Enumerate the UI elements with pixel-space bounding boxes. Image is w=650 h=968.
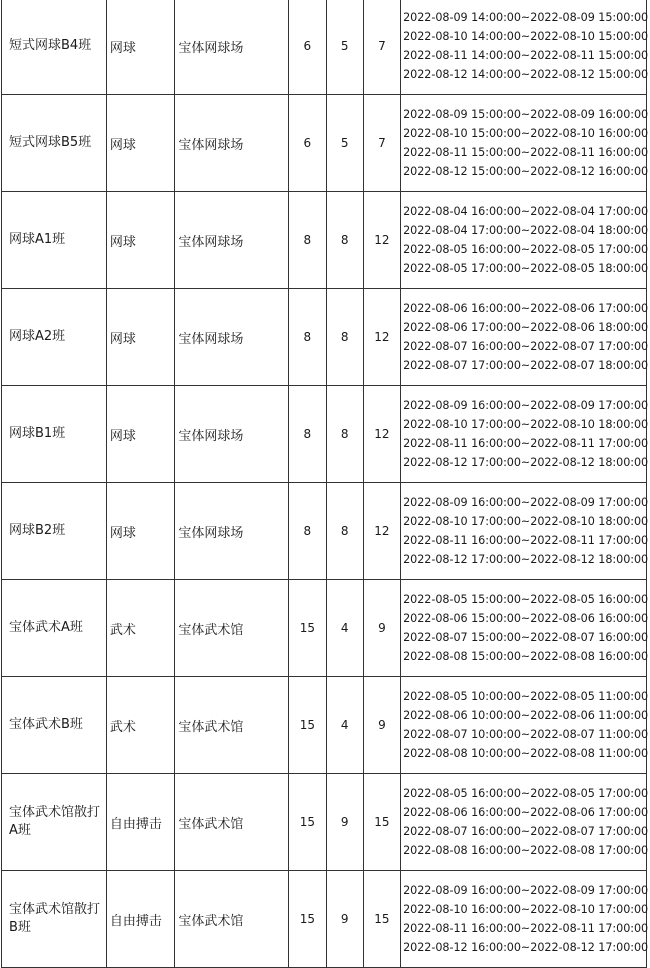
time-slot: 2022-08-09 14:00:00~2022-08-09 15:00:00	[403, 10, 649, 24]
count-cell-3: 12	[363, 192, 400, 289]
count-cell-3: 7	[363, 95, 400, 192]
time-slot: 2022-08-12 14:00:00~2022-08-12 15:00:00	[403, 68, 649, 82]
count-cell-1: 15	[289, 677, 326, 774]
time-slot: 2022-08-08 16:00:00~2022-08-08 17:00:00	[403, 844, 649, 858]
count-cell-2: 8	[326, 192, 363, 289]
time-slot: 2022-08-05 16:00:00~2022-08-05 17:00:00	[403, 243, 649, 256]
time-slots-cell	[401, 774, 647, 871]
count-cell-3: 15	[363, 871, 400, 968]
time-slot: 2022-08-11 15:00:00~2022-08-11 16:00:00	[403, 146, 649, 159]
time-slots-cell	[401, 871, 647, 968]
time-slot: 2022-08-04 16:00:00~2022-08-04 17:00:00	[403, 204, 649, 218]
count-cell-2: 9	[326, 774, 363, 871]
time-slots-cell	[401, 289, 647, 386]
time-slots-cell	[401, 95, 647, 192]
table-body	[2, 0, 647, 968]
class-name-cell: 宝体武术A班	[2, 580, 107, 677]
class-name-cell: 网球A2班	[2, 289, 107, 386]
count-cell-2: 8	[326, 386, 363, 483]
time-slot: 2022-08-07 15:00:00~2022-08-07 16:00:00	[403, 631, 649, 644]
table-row	[2, 289, 647, 386]
count-cell-2: 4	[326, 580, 363, 677]
time-slot: 2022-08-11 16:00:00~2022-08-11 17:00:00	[403, 922, 649, 935]
count-cell-3: 12	[363, 289, 400, 386]
sport-cell: 武术	[106, 677, 175, 774]
table-row	[2, 0, 647, 95]
time-slot: 2022-08-11 14:00:00~2022-08-11 15:00:00	[403, 49, 649, 62]
count-cell-1: 6	[289, 95, 326, 192]
sport-cell: 网球	[106, 386, 175, 483]
count-cell-3: 12	[363, 483, 400, 580]
class-schedule-table	[1, 0, 647, 968]
time-slot: 2022-08-07 10:00:00~2022-08-07 11:00:00	[403, 728, 649, 741]
time-slot: 2022-08-06 10:00:00~2022-08-06 11:00:00	[403, 708, 649, 722]
venue-cell: 宝体网球场	[175, 289, 289, 386]
table-row	[2, 871, 647, 968]
venue-cell: 宝体武术馆	[175, 677, 289, 774]
time-slots-cell	[401, 192, 647, 289]
venue-cell: 宝体网球场	[175, 0, 289, 95]
time-slot: 2022-08-07 17:00:00~2022-08-07 18:00:00	[403, 359, 649, 373]
time-slot: 2022-08-12 17:00:00~2022-08-12 18:00:00	[403, 456, 649, 470]
venue-cell: 宝体网球场	[175, 483, 289, 580]
count-cell-2: 9	[326, 871, 363, 968]
count-cell-1: 15	[289, 774, 326, 871]
time-slot: 2022-08-07 16:00:00~2022-08-07 17:00:00	[403, 825, 649, 838]
venue-cell: 宝体网球场	[175, 95, 289, 192]
sport-cell: 网球	[106, 192, 175, 289]
count-cell-3: 7	[363, 0, 400, 95]
time-slot: 2022-08-10 15:00:00~2022-08-10 16:00:00	[403, 126, 649, 140]
count-cell-1: 8	[289, 289, 326, 386]
time-slot: 2022-08-04 17:00:00~2022-08-04 18:00:00	[403, 223, 649, 237]
count-cell-1: 8	[289, 483, 326, 580]
class-name-cell: 宝体武术B班	[2, 677, 107, 774]
table-row	[2, 774, 647, 871]
time-slot: 2022-08-09 16:00:00~2022-08-09 17:00:00	[403, 883, 649, 897]
count-cell-1: 15	[289, 580, 326, 677]
table-row	[2, 386, 647, 483]
time-slot: 2022-08-11 16:00:00~2022-08-11 17:00:00	[403, 437, 649, 450]
time-slot: 2022-08-10 14:00:00~2022-08-10 15:00:00	[403, 29, 649, 43]
count-cell-3: 9	[363, 677, 400, 774]
count-cell-1: 8	[289, 192, 326, 289]
time-slot: 2022-08-05 15:00:00~2022-08-05 16:00:00	[403, 592, 649, 606]
count-cell-3: 12	[363, 386, 400, 483]
class-name-cell: 短式网球B5班	[2, 95, 107, 192]
count-cell-3: 9	[363, 580, 400, 677]
class-name-cell: 宝体武术馆散打B班	[2, 871, 107, 968]
time-slot: 2022-08-09 16:00:00~2022-08-09 17:00:00	[403, 495, 649, 509]
sport-cell: 网球	[106, 95, 175, 192]
time-slot: 2022-08-06 17:00:00~2022-08-06 18:00:00	[403, 320, 649, 334]
time-slot: 2022-08-07 16:00:00~2022-08-07 17:00:00	[403, 340, 649, 353]
count-cell-1: 15	[289, 871, 326, 968]
table-row	[2, 677, 647, 774]
time-slot: 2022-08-10 16:00:00~2022-08-10 17:00:00	[403, 902, 649, 916]
time-slots-cell	[401, 483, 647, 580]
table-row	[2, 95, 647, 192]
count-cell-2: 8	[326, 289, 363, 386]
class-name-cell: 网球B1班	[2, 386, 107, 483]
table-row	[2, 192, 647, 289]
table-row	[2, 580, 647, 677]
time-slot: 2022-08-10 17:00:00~2022-08-10 18:00:00	[403, 514, 649, 528]
venue-cell: 宝体武术馆	[175, 871, 289, 968]
time-slot: 2022-08-08 10:00:00~2022-08-08 11:00:00	[403, 747, 649, 761]
count-cell-1: 6	[289, 0, 326, 95]
time-slot: 2022-08-08 15:00:00~2022-08-08 16:00:00	[403, 650, 649, 664]
class-name-cell: 短式网球B4班	[2, 0, 107, 95]
time-slot: 2022-08-05 16:00:00~2022-08-05 17:00:00	[403, 786, 649, 800]
sport-cell: 自由搏击	[106, 871, 175, 968]
time-slots-cell	[401, 0, 647, 95]
class-name-cell: 网球B2班	[2, 483, 107, 580]
sport-cell: 网球	[106, 289, 175, 386]
venue-cell: 宝体网球场	[175, 386, 289, 483]
count-cell-2: 8	[326, 483, 363, 580]
time-slot: 2022-08-06 15:00:00~2022-08-06 16:00:00	[403, 611, 649, 625]
sport-cell: 武术	[106, 580, 175, 677]
table-row	[2, 483, 647, 580]
time-slot: 2022-08-09 15:00:00~2022-08-09 16:00:00	[403, 107, 649, 121]
count-cell-2: 4	[326, 677, 363, 774]
venue-cell: 宝体网球场	[175, 192, 289, 289]
class-name-cell: 宝体武术馆散打A班	[2, 774, 107, 871]
time-slot: 2022-08-11 16:00:00~2022-08-11 17:00:00	[403, 534, 649, 547]
venue-cell: 宝体武术馆	[175, 774, 289, 871]
time-slot: 2022-08-05 10:00:00~2022-08-05 11:00:00	[403, 689, 649, 703]
time-slot: 2022-08-12 15:00:00~2022-08-12 16:00:00	[403, 165, 649, 179]
time-slot: 2022-08-10 17:00:00~2022-08-10 18:00:00	[403, 417, 649, 431]
sport-cell: 网球	[106, 483, 175, 580]
count-cell-2: 5	[326, 95, 363, 192]
sport-cell: 网球	[106, 0, 175, 95]
time-slots-cell	[401, 580, 647, 677]
class-name-cell: 网球A1班	[2, 192, 107, 289]
venue-cell: 宝体武术馆	[175, 580, 289, 677]
sport-cell: 自由搏击	[106, 774, 175, 871]
time-slot: 2022-08-12 17:00:00~2022-08-12 18:00:00	[403, 553, 649, 567]
count-cell-3: 15	[363, 774, 400, 871]
time-slots-cell	[401, 677, 647, 774]
count-cell-2: 5	[326, 0, 363, 95]
time-slot: 2022-08-12 16:00:00~2022-08-12 17:00:00	[403, 941, 649, 955]
count-cell-1: 8	[289, 386, 326, 483]
time-slots-cell	[401, 386, 647, 483]
time-slot: 2022-08-06 16:00:00~2022-08-06 17:00:00	[403, 301, 649, 315]
time-slot: 2022-08-09 16:00:00~2022-08-09 17:00:00	[403, 398, 649, 412]
time-slot: 2022-08-06 16:00:00~2022-08-06 17:00:00	[403, 805, 649, 819]
time-slot: 2022-08-05 17:00:00~2022-08-05 18:00:00	[403, 262, 649, 276]
